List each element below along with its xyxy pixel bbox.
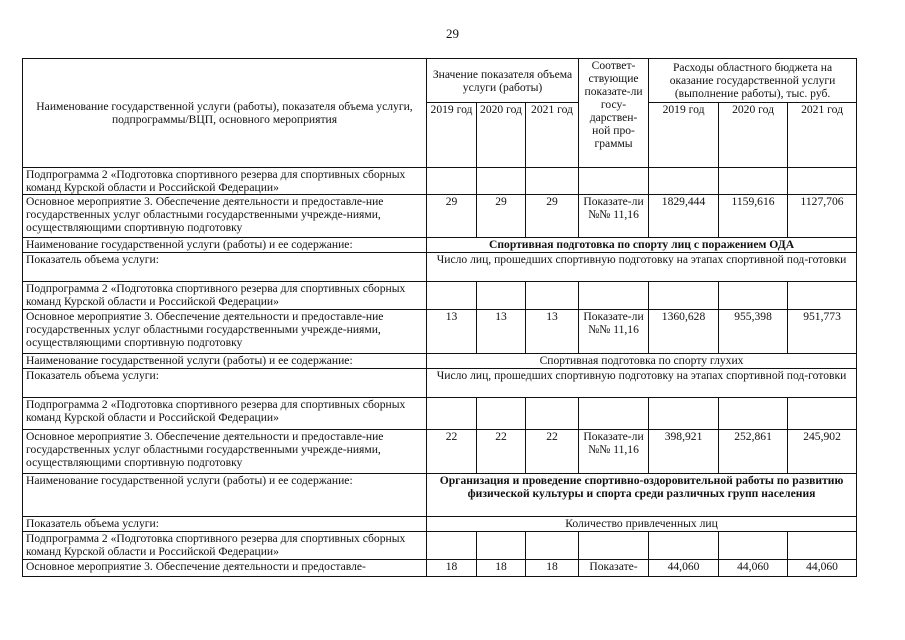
volume-cell: 29: [427, 195, 477, 238]
service-label: Наименование государственной услуги (работы) и ее содержание:: [23, 354, 427, 369]
subprogram-cell: Подпрограмма 2 «Подготовка спортивного резерва для спортивных сборных команд Курской области и Российской Федерации»: [23, 398, 427, 430]
volume-value: Число лиц, прошедших спортивную подготовку на этапах спортивной под-готовки: [427, 369, 857, 398]
volume-value: Количество привлеченных лиц: [427, 517, 857, 532]
volume-label: Показатель объема услуги:: [23, 517, 427, 532]
header-year: 2021 год: [788, 103, 857, 168]
header-year: 2020 год: [719, 103, 788, 168]
header-volume-group: Значение показателя объема услуги (работы): [427, 59, 579, 103]
measure-row: [23, 310, 857, 354]
measure-cell: Основное мероприятие 3. Обеспечение деятельности и предоставле-ние государственных услуг областными государственными учрежде-ниями, осуществляющими спортивную подготовку: [23, 430, 427, 474]
volume-indicator-row: [23, 517, 857, 532]
volume-indicator-row: [23, 369, 857, 398]
expense-cell: 955,398: [719, 310, 788, 354]
budget-table: [22, 58, 857, 577]
header-expense-group: Расходы областного бюджета на оказание государственной услуги (выполнение работы), тыс. руб.: [649, 59, 857, 103]
measure-row: [23, 430, 857, 474]
expense-cell: 44,060: [719, 560, 788, 577]
subprogram-row: [23, 168, 857, 195]
service-value: Спортивная подготовка по спорту глухих: [427, 354, 857, 369]
subprogram-row: [23, 282, 857, 310]
header-correspond-cell: Соответ-ствующие показате-ли госу-дарствен-ной про-граммы: [579, 59, 649, 168]
service-value: Организация и проведение спортивно-оздоровительной работы по развитию физической культуры и спорта среди различных групп населения: [427, 474, 857, 517]
expense-cell: 951,773: [788, 310, 857, 354]
volume-cell: 13: [477, 310, 526, 354]
indicator-cell: Показате-ли №№ 11,16: [579, 195, 649, 238]
header-year: 2019 год: [649, 103, 719, 168]
expense-cell: 1159,616: [719, 195, 788, 238]
expense-cell: 44,060: [649, 560, 719, 577]
volume-cell: 13: [427, 310, 477, 354]
volume-cell: 18: [526, 560, 579, 577]
indicator-cell: Показате-: [579, 560, 649, 577]
expense-cell: 1829,444: [649, 195, 719, 238]
subprogram-cell: Подпрограмма 2 «Подготовка спортивного резерва для спортивных сборных команд Курской области и Российской Федерации»: [23, 282, 427, 310]
expense-cell: 398,921: [649, 430, 719, 474]
expense-cell: 252,861: [719, 430, 788, 474]
expense-cell: 1127,706: [788, 195, 857, 238]
expense-cell: 44,060: [788, 560, 857, 577]
volume-label: Показатель объема услуги:: [23, 253, 427, 282]
service-label: Наименование государственной услуги (работы) и ее содержание:: [23, 474, 427, 517]
volume-cell: 18: [427, 560, 477, 577]
volume-label: Показатель объема услуги:: [23, 369, 427, 398]
service-row: [23, 474, 857, 517]
header-year: 2020 год: [477, 103, 526, 168]
indicator-cell: Показате-ли №№ 11,16: [579, 310, 649, 354]
subprogram-row: [23, 532, 857, 560]
expense-cell: 245,902: [788, 430, 857, 474]
measure-row: [23, 195, 857, 238]
expense-cell: 1360,628: [649, 310, 719, 354]
volume-cell: 29: [526, 195, 579, 238]
header-row-1: [23, 59, 857, 103]
page-number: 29: [446, 26, 459, 41]
indicator-cell: Показате-ли №№ 11,16: [579, 430, 649, 474]
volume-indicator-row: [23, 253, 857, 282]
measure-cell: Основное мероприятие 3. Обеспечение деятельности и предоставле-ние государственных услуг областными государственными учрежде-ниями, осуществляющими спортивную подготовку: [23, 310, 427, 354]
measure-cell: Основное мероприятие 3. Обеспечение деятельности и предоставле-: [23, 560, 427, 577]
subprogram-cell: Подпрограмма 2 «Подготовка спортивного резерва для спортивных сборных команд Курской области и Российской Федерации»: [23, 168, 427, 195]
volume-cell: 22: [526, 430, 579, 474]
measure-cell: Основное мероприятие 3. Обеспечение деятельности и предоставле-ние государственных услуг областными государственными учрежде-ниями, осуществляющими спортивную подготовку: [23, 195, 427, 238]
service-label: Наименование государственной услуги (работы) и ее содержание:: [23, 238, 427, 253]
service-row: [23, 354, 857, 369]
volume-cell: 29: [477, 195, 526, 238]
header-year: 2019 год: [427, 103, 477, 168]
service-row: [23, 238, 857, 253]
volume-value: Число лиц, прошедших спортивную подготовку на этапах спортивной под-готовки: [427, 253, 857, 282]
header-year: 2021 год: [526, 103, 579, 168]
volume-cell: 13: [526, 310, 579, 354]
measure-row: [23, 560, 857, 577]
subprogram-row: [23, 398, 857, 430]
volume-cell: 18: [477, 560, 526, 577]
header-name-cell: Наименование государственной услуги (работы), показателя объема услуги, подпрограммы/ВЦП, основного мероприятия: [23, 59, 427, 168]
volume-cell: 22: [477, 430, 526, 474]
service-value: Спортивная подготовка по спорту лиц с поражением ОДА: [427, 238, 857, 253]
volume-cell: 22: [427, 430, 477, 474]
subprogram-cell: Подпрограмма 2 «Подготовка спортивного резерва для спортивных сборных команд Курской области и Российской Федерации»: [23, 532, 427, 560]
